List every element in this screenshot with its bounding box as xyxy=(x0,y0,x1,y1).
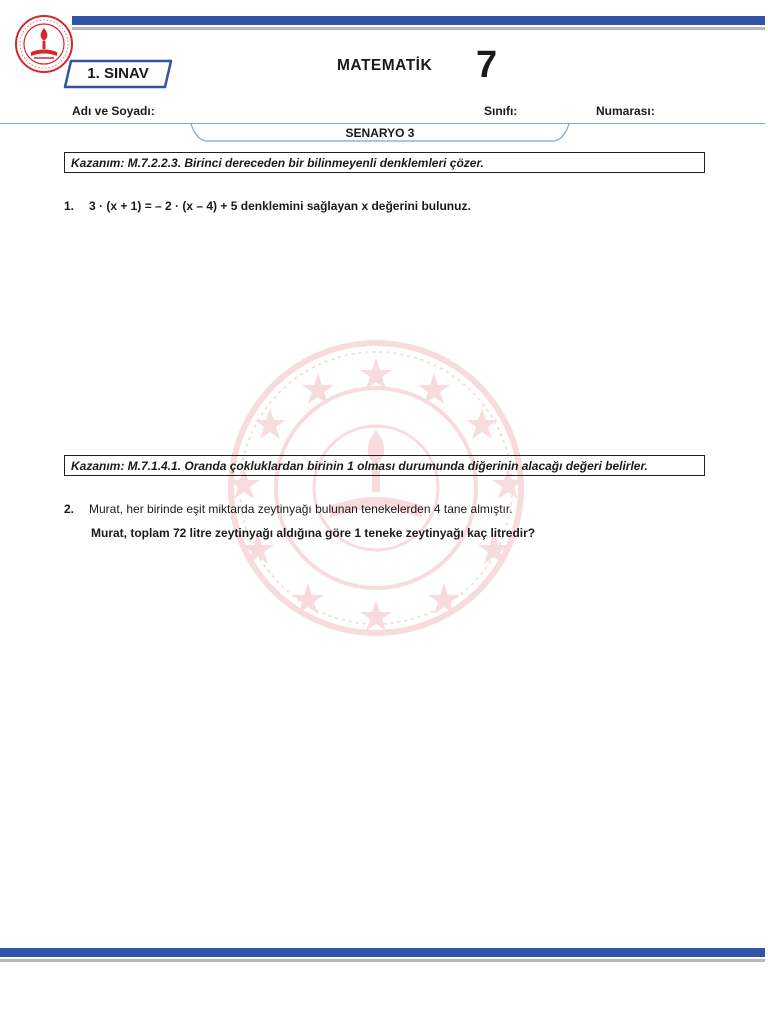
bottom-gray-stripe xyxy=(0,959,765,962)
question-2-context: Murat, her birinde eşit miktarda zeytinyağı bulunan tenekelerden 4 tane almıştır. xyxy=(89,502,513,516)
question-2-number: 2. xyxy=(64,502,75,516)
grade-number: 7 xyxy=(476,44,498,86)
learning-objective-2: Kazanım: M.7.1.4.1. Oranda çokluklardan birinin 1 olması durumunda diğerinin alacağı değeri belirler. xyxy=(64,455,705,476)
scenario-tab xyxy=(189,123,571,143)
question-2-prompt: Murat, toplam 72 litre zeytinyağı aldığına göre 1 teneke zeytinyağı kaç litredir? xyxy=(91,526,536,540)
student-number-label: Numarası: xyxy=(596,104,655,118)
exam-label: 1. SINAV xyxy=(87,65,149,82)
class-label: Sınıfı: xyxy=(484,104,518,118)
meb-watermark-icon xyxy=(208,338,544,638)
subject-title: MATEMATİK xyxy=(337,57,433,74)
question-1-text: 3 · (x + 1) = – 2 · (x – 4) + 5 denklemini sağlayan x değerini bulunuz. xyxy=(89,199,471,213)
student-name-label: Adı ve Soyadı: xyxy=(72,104,155,118)
top-gray-stripe xyxy=(72,27,765,30)
bottom-accent-bar xyxy=(0,948,765,957)
scenario-label: SENARYO 3 xyxy=(345,126,415,140)
exam-number-badge xyxy=(63,59,173,89)
learning-objective-1: Kazanım: M.7.2.2.3. Birinci dereceden bir bilinmeyenli denklemleri çözer. xyxy=(64,152,705,173)
top-accent-bar xyxy=(72,16,765,25)
question-1-number: 1. xyxy=(64,199,75,213)
